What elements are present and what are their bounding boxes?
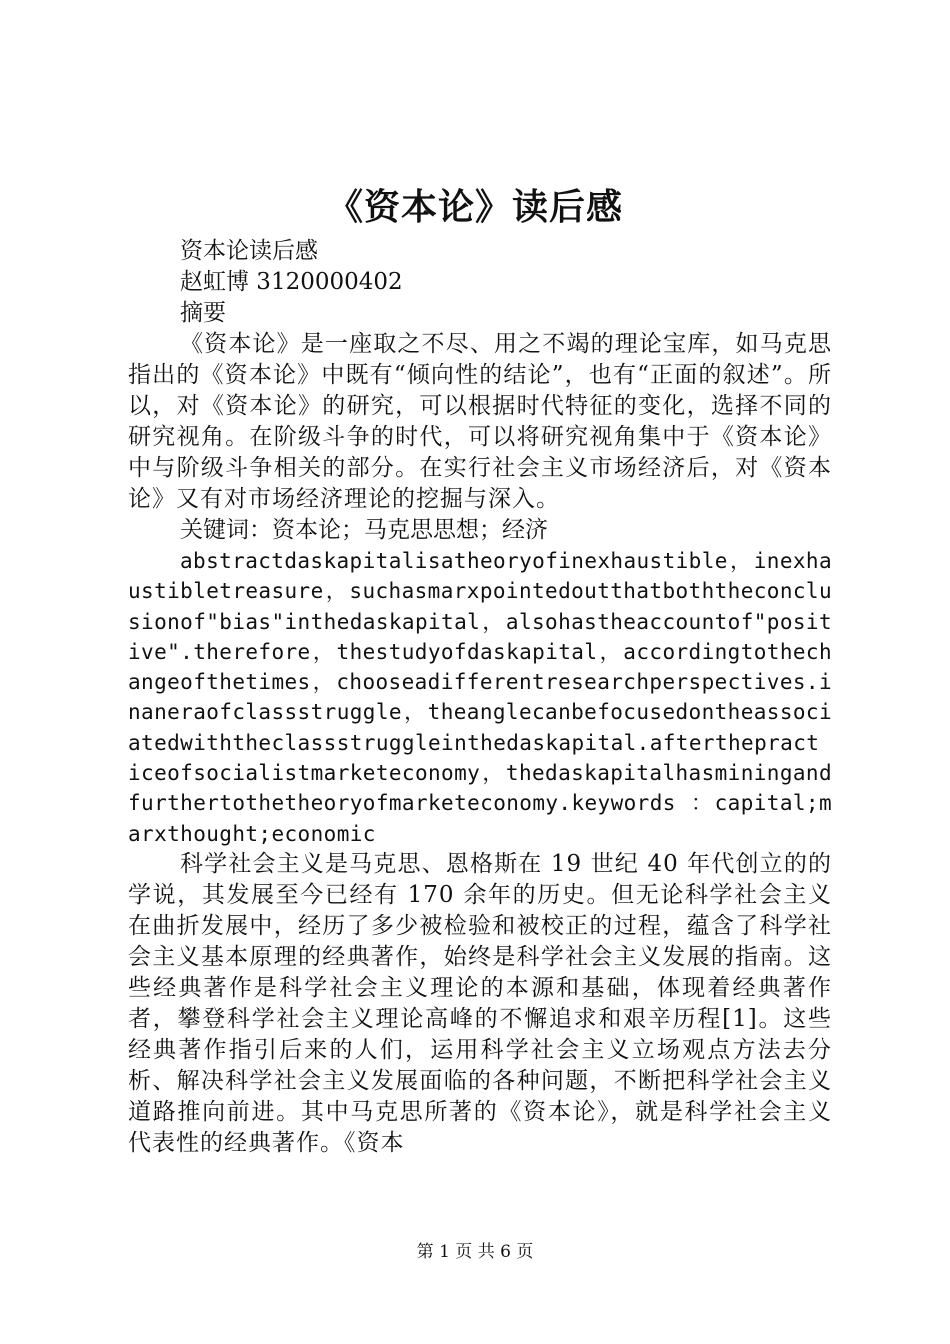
keywords-chinese: 关键词：资本论；马克思思想；经济 xyxy=(180,517,548,543)
author-line: 赵虹博 3120000402 xyxy=(180,269,403,295)
abstract-heading: 摘要 xyxy=(180,300,226,326)
page-footer: 第 1 页 共 6 页 xyxy=(416,1242,534,1262)
body-paragraph: 科学社会主义是马克思、恩格斯在 19 世纪 40 年代创立的的学说，其发展至今已经有 170 余年的历史。但无论科学社会主义在曲折发展中，经历了多少被检验和被校正的过程，蕴含了科学社会主义基本原理的经典著作，始终是科学社会主义发展的指南。这些经典著作是科学社会主义理论的本源和基础，体现着经典著作者，攀登科学社会主义理论高峰的不懈追求和艰辛历程[1]。这些经典著作指引后来的人们，运用科学社会主义立场观点方法去分析、解决科学社会主义发展面临的各种问题，不断把科学社会主义道路推向前进。其中马克思所著的《资本论》，就是科学社会主义代表性的经典著作。《资本 xyxy=(128,850,832,1156)
document-title: 《资本论》读后感 xyxy=(326,186,623,228)
abstract-chinese: 《资本论》是一座取之不尽、用之不竭的理论宝库，如马克思指出的《资本论》中既有“倾向性的结论”，也有“正面的叙述”。所以，对《资本论》的研究，可以根据时代特征的变化，选择不同的研究视角。在阶级斗争的时代，可以将研究视角集中于《资本论》中与阶级斗争相关的部分。在实行社会主义市场经济后，对《资本论》又有对市场经济理论的挖掘与深入。 xyxy=(128,331,832,512)
document-body xyxy=(128,236,832,1159)
subtitle-line: 资本论读后感 xyxy=(180,238,318,264)
abstract-english: abstractdaskapitalisatheoryofinexhaustible，inexhaustibletreasure，suchasmarxpointedoutthatboththeconclusionof"bias"inthedaskapital，alsohastheaccountof"positive".therefore，thestudyofdaskapital，accordingtothechangeofthetimes，chooseadifferentresearchperspectives.inaneraofclassstruggle，theanglecanbefocusedontheassociatedwiththeclassstruggleinthedaskapital.afterthepracticeofsocialistmarketeconomy，thedaskapitalhasminingandfurthertothetheoryofmarketeconomy.keywords ：capital;marxthought;economic xyxy=(128,549,832,846)
